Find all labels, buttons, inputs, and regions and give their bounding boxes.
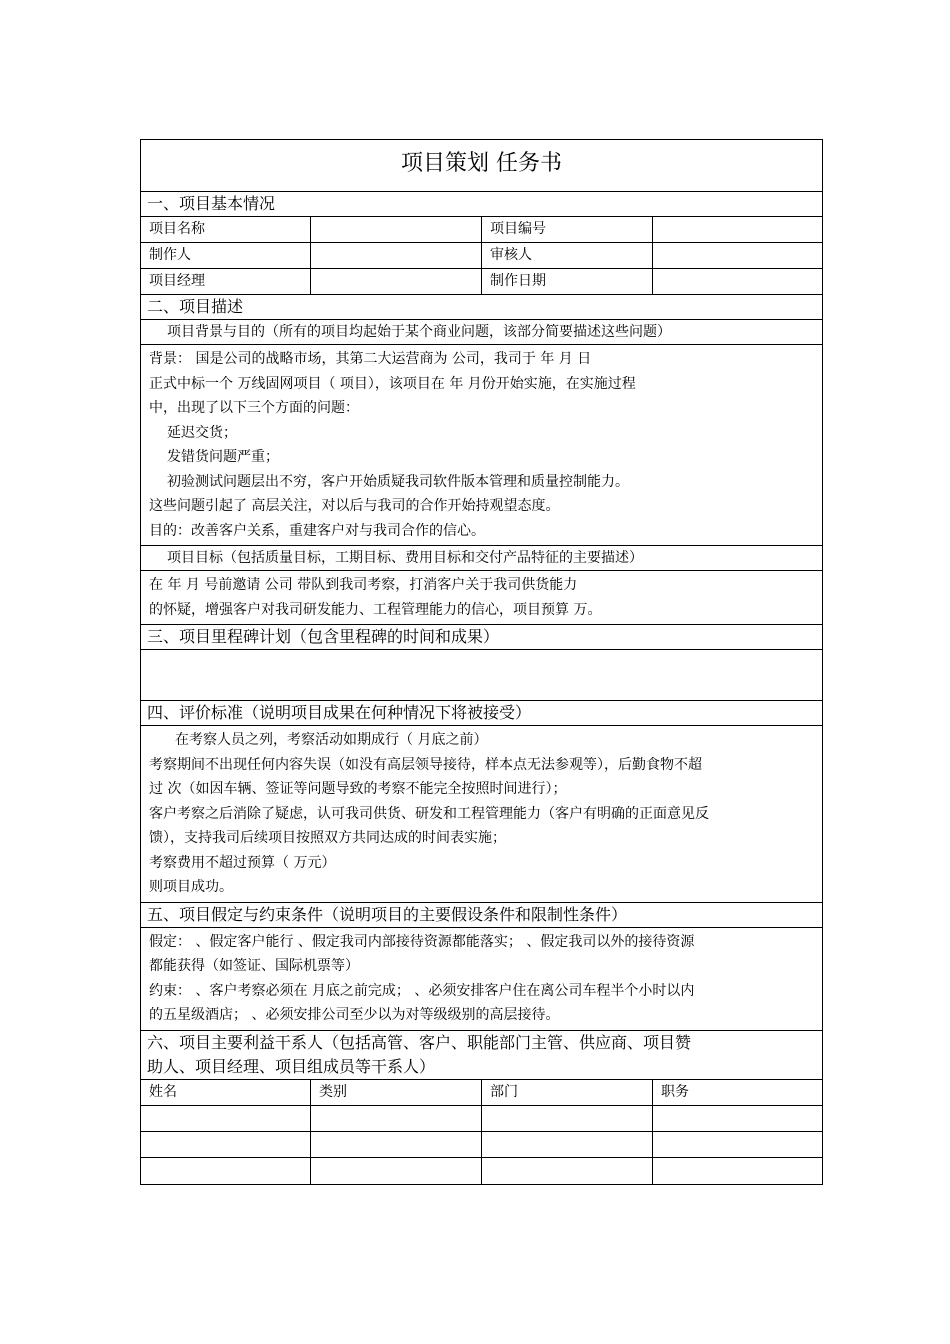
table-cell — [653, 1132, 822, 1157]
label-project-manager: 项目经理 — [141, 269, 311, 294]
text-line: 都能获得（如签证、国际机票等） — [149, 958, 359, 974]
section-milestone-heading: 三、项目里程碑计划（包含里程碑的时间和成果） — [141, 625, 822, 650]
table-cell — [141, 1158, 311, 1184]
section-basic-info-heading: 一、项目基本情况 — [141, 192, 822, 217]
value-created-date — [653, 269, 822, 294]
value-reviewer — [653, 243, 822, 268]
table-cell — [482, 1106, 653, 1131]
text-line: 的怀疑，增强客户对我司研发能力、工程管理能力的信心，项目预算 万。 — [149, 601, 602, 618]
table-row — [141, 1106, 822, 1132]
text-line: 中，出现了以下三个方面的问题： — [149, 400, 359, 416]
info-row — [141, 269, 822, 295]
text-line: 在 年 月 号前邀请 公司 带队到我司考察，打消客户关于我司供货能力 — [149, 577, 578, 593]
text-line: 馈），支持我司后续项目按照双方共同达成的时间表实施； — [149, 830, 506, 846]
assumptions-text — [141, 928, 822, 1031]
text-line: 目的：改善客户关系，重建客户对与我司合作的信心。 — [149, 522, 485, 539]
text-line: 初验测试问题层出不穷，客户开始质疑我司软件版本管理和质量控制能力。 — [167, 473, 629, 490]
text-line: 假定： 、假定客户能行 、假定我司内部接待资源都能落实； 、假定我司以外的接待资源 — [149, 933, 695, 950]
column-header-department: 部门 — [482, 1080, 653, 1105]
column-header-name: 姓名 — [141, 1080, 311, 1105]
table-row — [141, 1132, 822, 1158]
stakeholder-header-row — [141, 1080, 822, 1106]
value-project-number — [653, 217, 822, 242]
text-line: 发错货问题严重； — [167, 449, 279, 465]
text-line: 过 次（如因车辆、签证等问题导致的考察不能完全按照时间进行）； — [149, 781, 567, 797]
document-title: 项目策划 任务书 — [141, 140, 822, 192]
criteria-text — [141, 726, 822, 903]
label-project-number: 项目编号 — [482, 217, 653, 242]
milestone-content — [141, 650, 822, 701]
heading-line: 六、项目主要利益干系人（包括高管、客户、职能部门主管、供应商、项目赞 — [147, 1032, 692, 1052]
value-project-manager — [311, 269, 482, 294]
info-row — [141, 243, 822, 269]
text-line: 延迟交货； — [167, 424, 237, 441]
table-cell — [311, 1158, 482, 1184]
table-row — [141, 1158, 822, 1184]
table-cell — [311, 1106, 482, 1131]
value-author — [311, 243, 482, 268]
text-line: 则项目成功。 — [149, 879, 233, 895]
task-document — [140, 139, 823, 1185]
table-cell — [141, 1106, 311, 1131]
goal-subheading: 项目目标（包括质量目标，工期目标、费用目标和交付产品特征的主要描述） — [141, 546, 822, 571]
table-cell — [653, 1158, 822, 1184]
text-line: 这些问题引起了 高层关注，对以后与我司的合作开始持观望态度。 — [149, 498, 560, 514]
background-text — [141, 345, 822, 546]
section-assumptions-heading: 五、项目假定与约束条件（说明项目的主要假设条件和限制性条件） — [141, 903, 822, 928]
text-line: 客户考察之后消除了疑虑，认可我司供货、研发和工程管理能力（客户有明确的正面意见反 — [149, 805, 709, 822]
background-subheading: 项目背景与目的（所有的项目均起始于某个商业问题，该部分简要描述这些问题） — [141, 320, 822, 345]
text-line: 考察期间不出现任何内容失误（如没有高层领导接待，样本点无法参观等），后勤食物不超 — [149, 756, 702, 773]
column-header-category: 类别 — [311, 1080, 482, 1105]
heading-line: 助人、项目经理、项目组成员等干系人） — [147, 1056, 436, 1076]
table-cell — [653, 1106, 822, 1131]
value-project-name — [311, 217, 482, 242]
goal-text — [141, 571, 822, 625]
label-created-date: 制作日期 — [482, 269, 653, 294]
label-project-name: 项目名称 — [141, 217, 311, 242]
table-cell — [482, 1158, 653, 1184]
info-row — [141, 217, 822, 243]
text-line: 考察费用不超过预算（ 万元） — [149, 854, 336, 871]
text-line: 的五星级酒店； 、必须安排公司至少以为对等级级别的高层接待。 — [149, 1007, 560, 1023]
label-reviewer: 审核人 — [482, 243, 653, 268]
section-criteria-heading: 四、评价标准（说明项目成果在何种情况下将被接受） — [141, 701, 822, 726]
section-description-heading: 二、项目描述 — [141, 295, 822, 320]
section-stakeholders-heading — [141, 1031, 822, 1080]
table-cell — [311, 1132, 482, 1157]
table-cell — [482, 1132, 653, 1157]
text-line: 背景： 国是公司的战略市场，其第二大运营商为 公司，我司于 年 月 日 — [149, 351, 592, 367]
text-line: 约束： 、客户考察必须在 月底之前完成； 、必须安排客户住在离公司车程半个小时以内 — [149, 982, 695, 999]
text-line: 在考察人员之列，考察活动如期成行（ 月底之前） — [175, 732, 488, 748]
label-author: 制作人 — [141, 243, 311, 268]
column-header-position: 职务 — [661, 1083, 689, 1100]
text-line: 正式中标一个 万线固网项目（ 项目），该项目在 年 月份开始实施，在实施过程 — [149, 375, 636, 392]
table-cell — [141, 1132, 311, 1157]
